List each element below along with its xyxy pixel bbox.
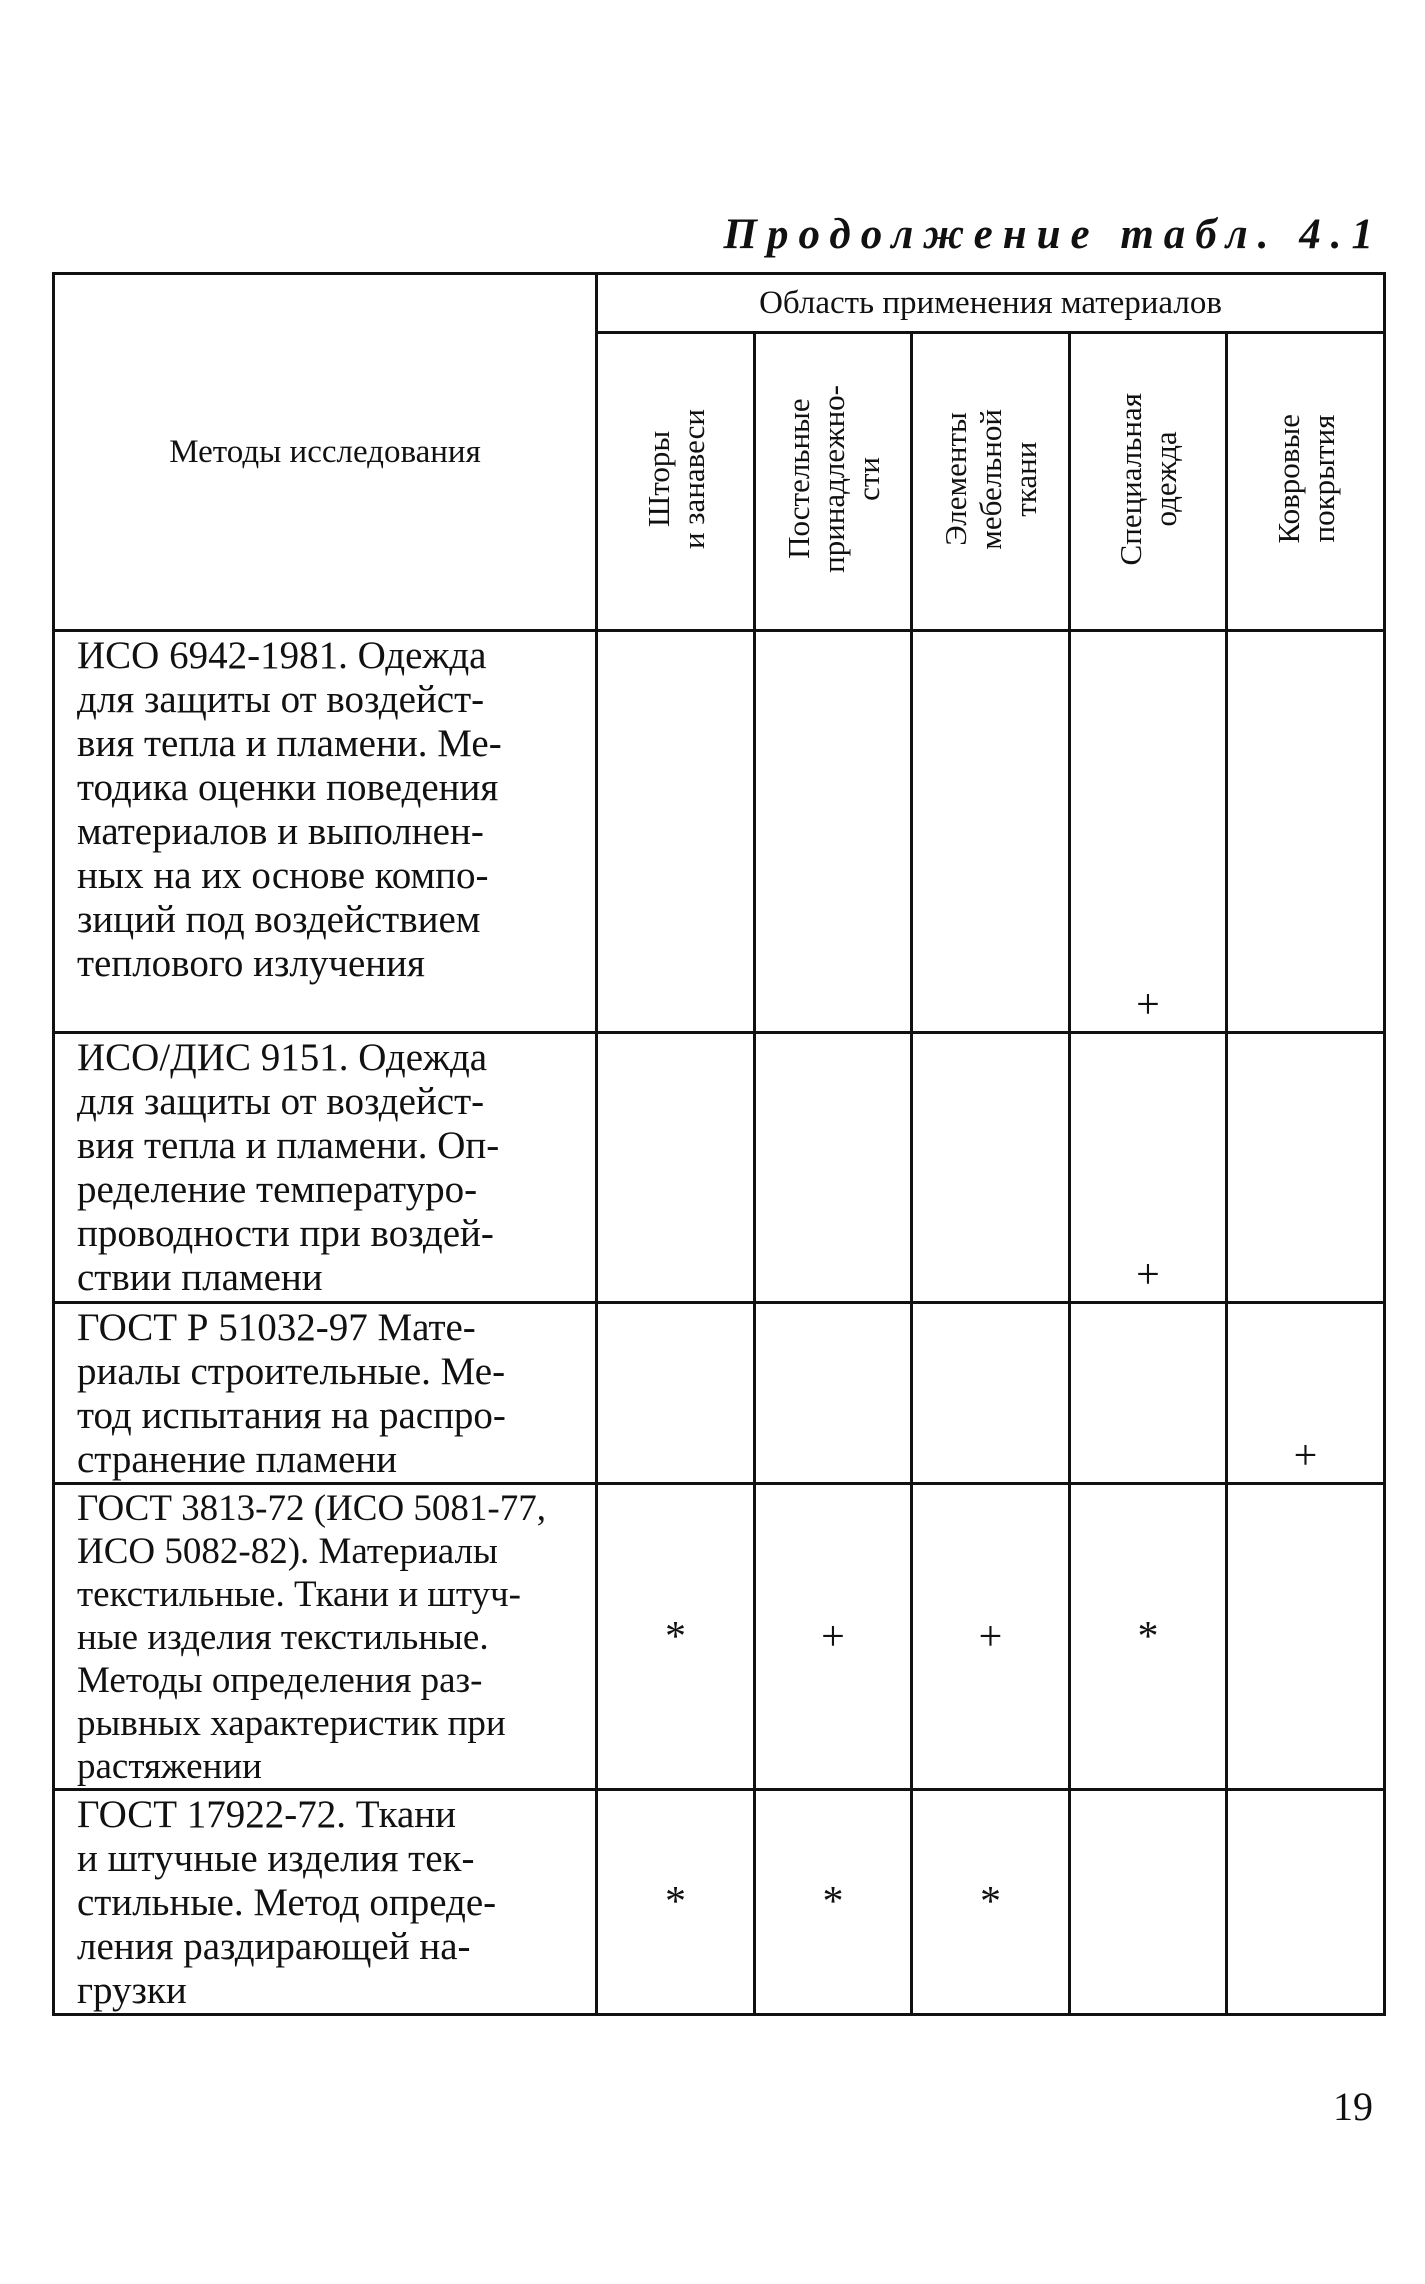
header-col-bedding: Постельные принадлежно- сти — [755, 333, 912, 631]
header-methods: Методы исследования — [54, 274, 597, 631]
mark-cell — [755, 1303, 912, 1484]
mark-cell — [1227, 1033, 1385, 1303]
mark-cell: * — [597, 1484, 755, 1790]
method-cell: ИСО 6942-1981. Одежда для защиты от воздейст- вия тепла и пламени. Ме- тодика оценки поведения материалов и выполнен- ных на их основе компо- зиций под воздействием теплового излучения — [54, 631, 597, 1033]
mark-cell — [1227, 1484, 1385, 1790]
mark-cell: + — [1227, 1303, 1385, 1484]
mark-cell — [597, 631, 755, 1033]
table-caption: Продолжение табл. 4.1 — [723, 211, 1383, 258]
mark-cell — [597, 1033, 755, 1303]
header-col-curtains: Шторы и занавеси — [597, 333, 755, 631]
mark-cell — [755, 631, 912, 1033]
mark-cell — [912, 1303, 1070, 1484]
table-row — [54, 1790, 1385, 2015]
table-row — [54, 631, 1385, 1033]
mark-cell — [1070, 1303, 1227, 1484]
header-col-special-clothing: Специальная одежда — [1070, 333, 1227, 631]
table-row — [54, 1303, 1385, 1484]
method-cell: ГОСТ Р 51032-97 Мате- риалы строительные. Ме- тод испытания на распро- странение пламени — [54, 1303, 597, 1484]
header-area: Область применения материалов — [597, 274, 1385, 333]
mark-cell — [1227, 1790, 1385, 2015]
method-cell: ГОСТ 17922-72. Ткани и штучные изделия тек- стильные. Метод опреде- ления раздирающей на- грузки — [54, 1790, 597, 2015]
mark-cell — [597, 1303, 755, 1484]
mark-cell: + — [755, 1484, 912, 1790]
table-row — [54, 1033, 1385, 1303]
mark-cell — [912, 631, 1070, 1033]
method-cell: ГОСТ 3813-72 (ИСО 5081-77, ИСО 5082-82). Материалы текстильные. Ткани и штуч- ные изделия текстильные. Методы определения раз- рывных характеристик при растяжении — [54, 1484, 597, 1790]
table-row — [54, 1484, 1385, 1790]
mark-cell — [1227, 631, 1385, 1033]
header-col-furniture: Элементы мебельной ткани — [912, 333, 1070, 631]
mark-cell — [1070, 1790, 1227, 2015]
mark-cell: * — [755, 1790, 912, 2015]
page-number: 19 — [1333, 2084, 1373, 2129]
mark-cell: + — [1070, 631, 1227, 1033]
mark-cell — [755, 1033, 912, 1303]
methods-table — [52, 272, 1386, 2016]
mark-cell: + — [912, 1484, 1070, 1790]
mark-cell — [912, 1033, 1070, 1303]
mark-cell: * — [1070, 1484, 1227, 1790]
mark-cell: * — [597, 1790, 755, 2015]
mark-cell: + — [1070, 1033, 1227, 1303]
method-cell: ИСО/ДИС 9151. Одежда для защиты от воздейст- вия тепла и пламени. Оп- ределение температуро- проводности при воздей- ствии пламени — [54, 1033, 597, 1303]
header-col-carpets: Ковровые покрытия — [1227, 333, 1385, 631]
mark-cell: * — [912, 1790, 1070, 2015]
